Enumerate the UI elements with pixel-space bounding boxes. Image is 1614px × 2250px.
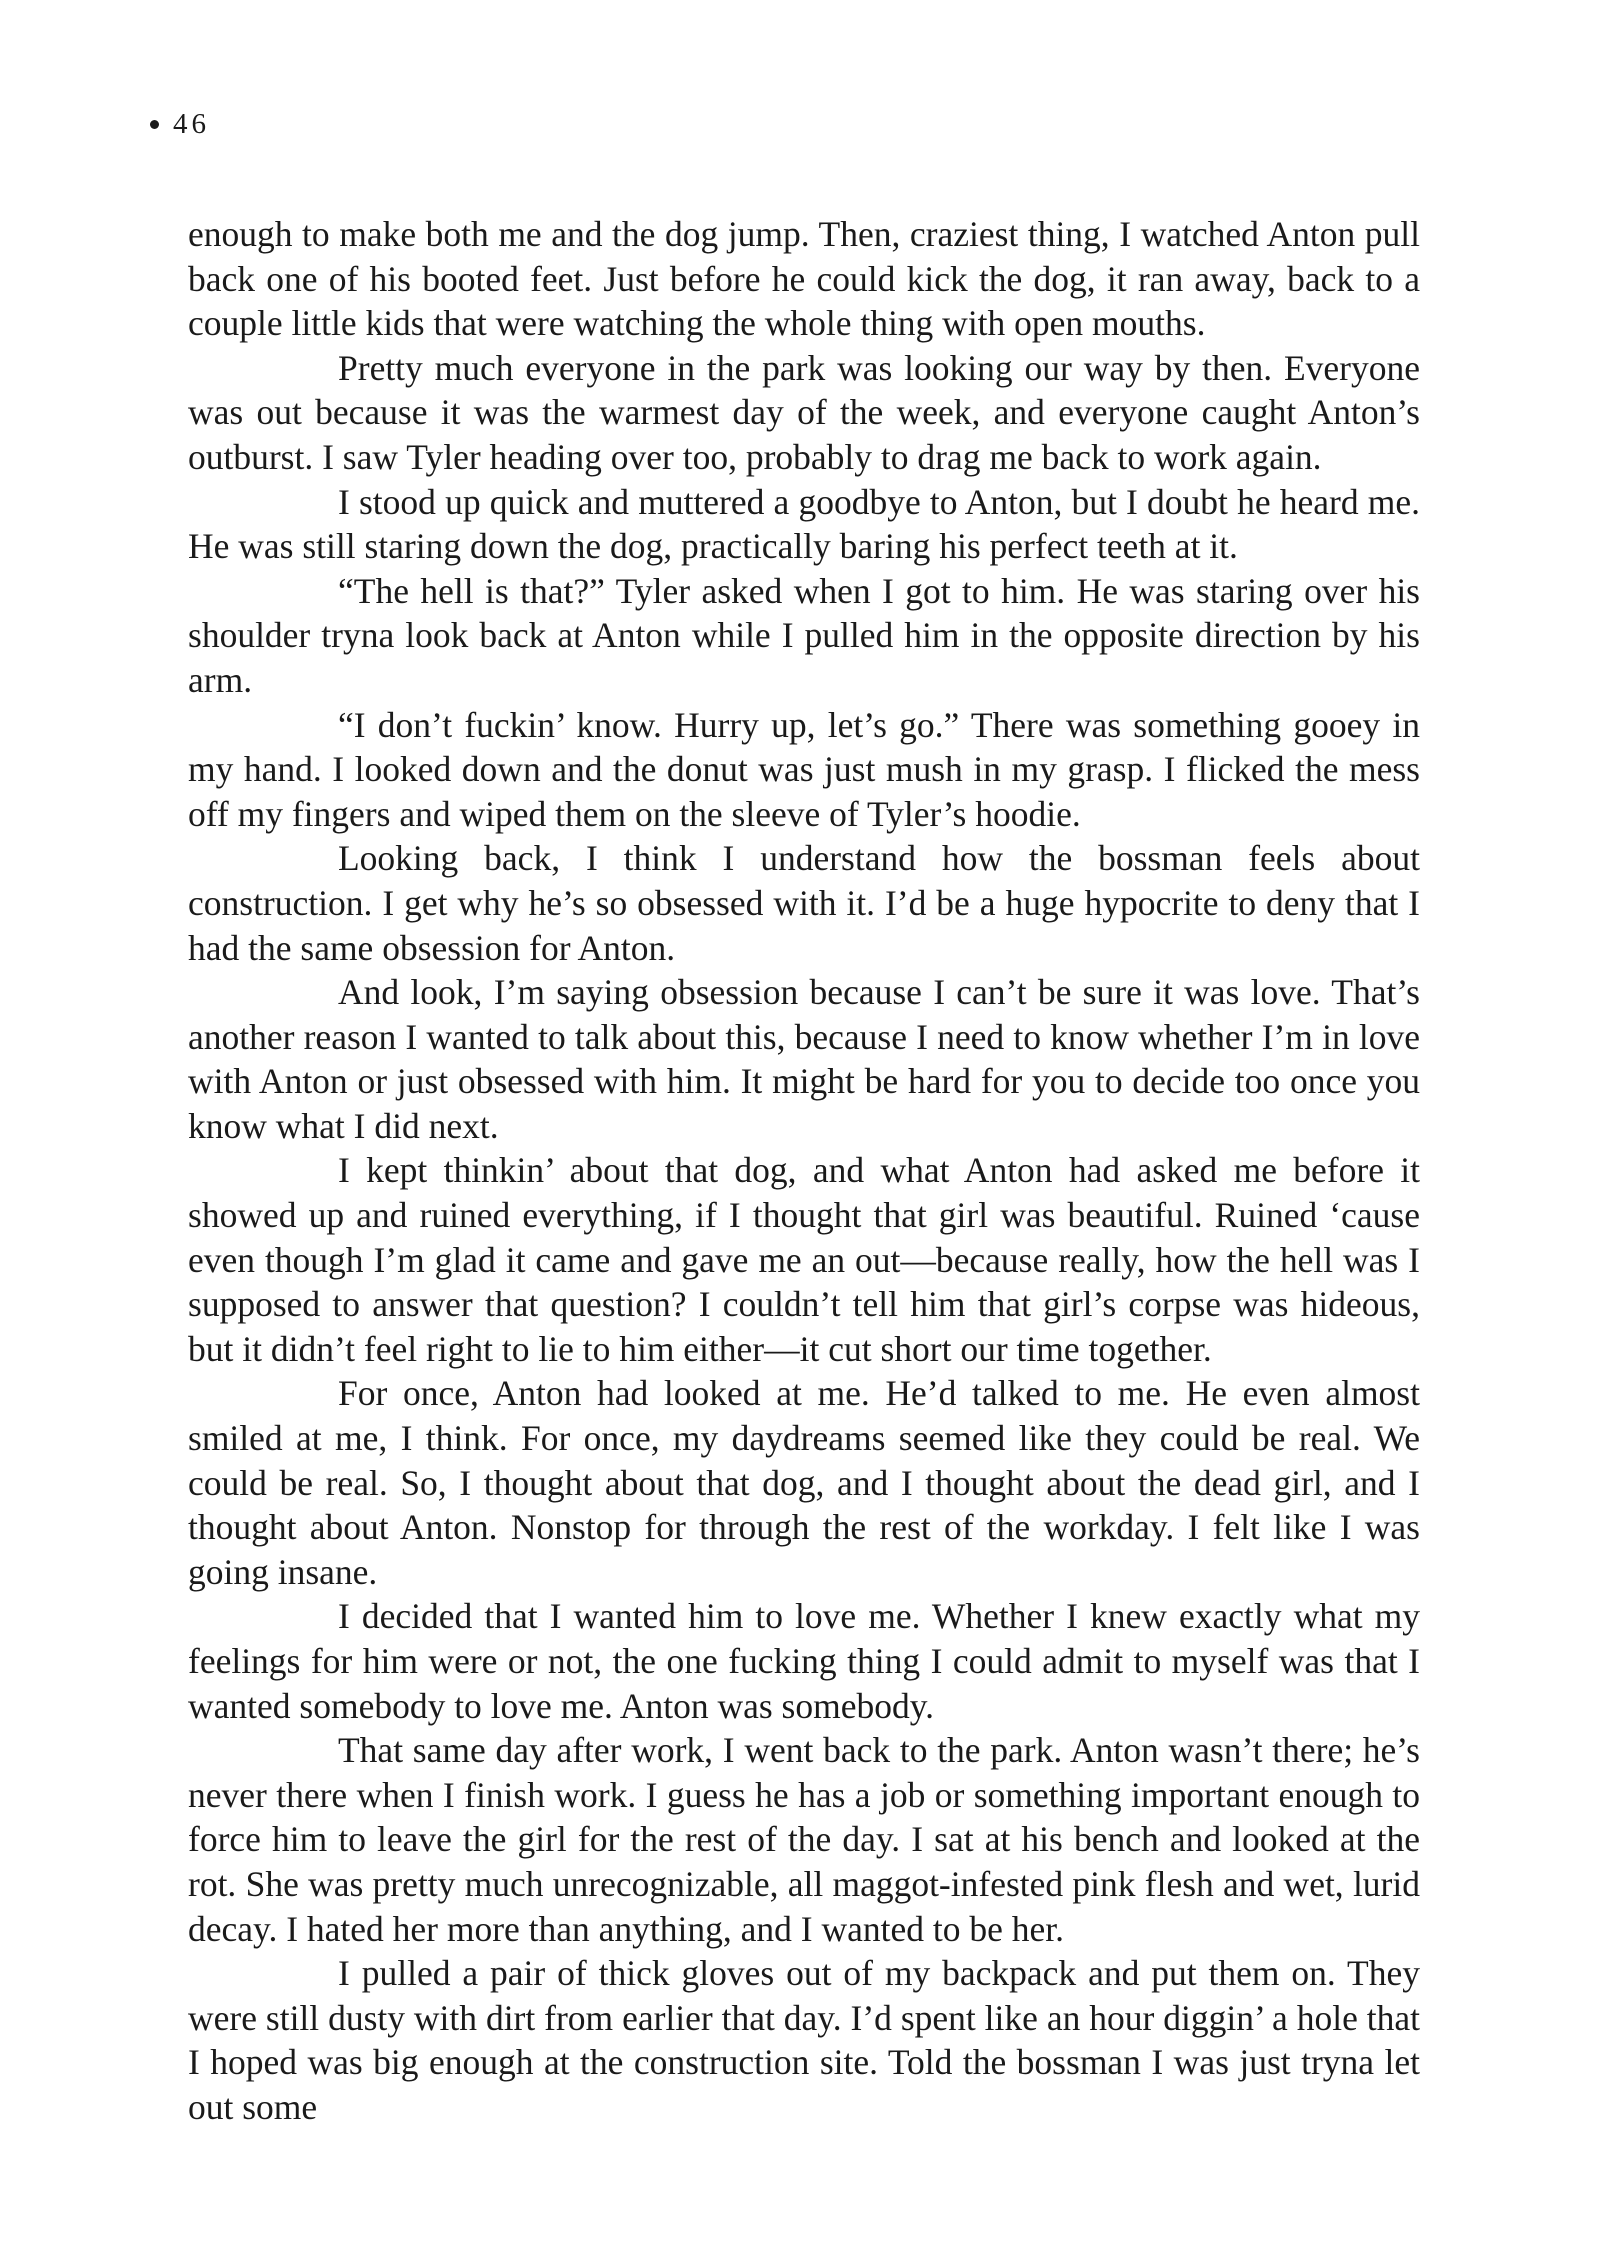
bullet-icon — [150, 120, 159, 129]
paragraph: And look, I’m saying obsession because I can’t be sure it was love. That’s another reason I wanted to talk about this, because I need to know whether I’m in love with Anton or just obsessed with him. It might be hard for you to decide too once you know what I did next. — [188, 972, 1420, 1146]
page-header — [150, 108, 210, 141]
body-text — [188, 212, 1420, 2130]
paragraph: “The hell is that?” Tyler asked when I got to him. He was staring over his shoulder tryna look back at Anton while I pulled him in the opposite direction by his arm. — [188, 570, 1420, 700]
page-number: 46 — [173, 108, 210, 140]
paragraph: I pulled a pair of thick gloves out of my backpack and put them on. They were still dusty with dirt from earlier that day. I’d spent like an hour diggin’ a hole that I hoped was big enough at the construction site. Told the bossman I was just tryna let out some — [188, 1953, 1420, 2127]
paragraph: I decided that I wanted him to love me. Whether I knew exactly what my feelings for him were or not, the one fucking thing I could admit to myself was that I wanted somebody to love me. Anton was somebody. — [188, 1596, 1420, 1726]
paragraph: I stood up quick and muttered a goodbye to Anton, but I doubt he heard me. He was still staring down the dog, practically baring his perfect teeth at it. — [188, 481, 1420, 567]
paragraph-continued: enough to make both me and the dog jump. Then, craziest thing, I watched Anton pull back one of his booted feet. Just before he could kick the dog, it ran away, back to a couple little kids that were watching the whole thing with open mouths. — [188, 214, 1420, 344]
paragraph: That same day after work, I went back to the park. Anton wasn’t there; he’s never there when I finish work. I guess he has a job or something important enough to force him to leave the girl for the rest of the day. I sat at his bench and looked at the rot. She was pretty much unrecognizable, all maggot-infested pink flesh and wet, lurid decay. I hated her more than anything, and I wanted to be her. — [188, 1730, 1420, 1949]
paragraph: I kept thinkin’ about that dog, and what Anton had asked me before it showed up and ruined everything, if I thought that girl was beautiful. Ruined ‘cause even though I’m glad it came and gave me an out—because really, how the hell was I supposed to answer that question? I couldn’t tell him that girl’s corpse was hideous, but it didn’t feel right to lie to him either—it cut short our time together. — [188, 1150, 1420, 1369]
paragraph: Pretty much everyone in the park was looking our way by then. Everyone was out because it was the warmest day of the week, and everyone caught Anton’s outburst. I saw Tyler heading over too, probably to drag me back to work again. — [188, 347, 1420, 477]
paragraph: Looking back, I think I understand how the bossman feels about construction. I get why he’s so obsessed with it. I’d be a huge hypocrite to deny that I had the same obsession for Anton. — [188, 838, 1420, 968]
paragraph: “I don’t fuckin’ know. Hurry up, let’s go.” There was something gooey in my hand. I looked down and the donut was just mush in my grasp. I flicked the mess off my fingers and wiped them on the sleeve of Tyler’s hoodie. — [188, 704, 1420, 834]
paragraph: For once, Anton had looked at me. He’d talked to me. He even almost smiled at me, I think. For once, my daydreams seemed like they could be real. We could be real. So, I thought about that dog, and I thought about the dead girl, and I thought about Anton. Nonstop for through the rest of the workday. I felt like I was going insane. — [188, 1373, 1420, 1592]
